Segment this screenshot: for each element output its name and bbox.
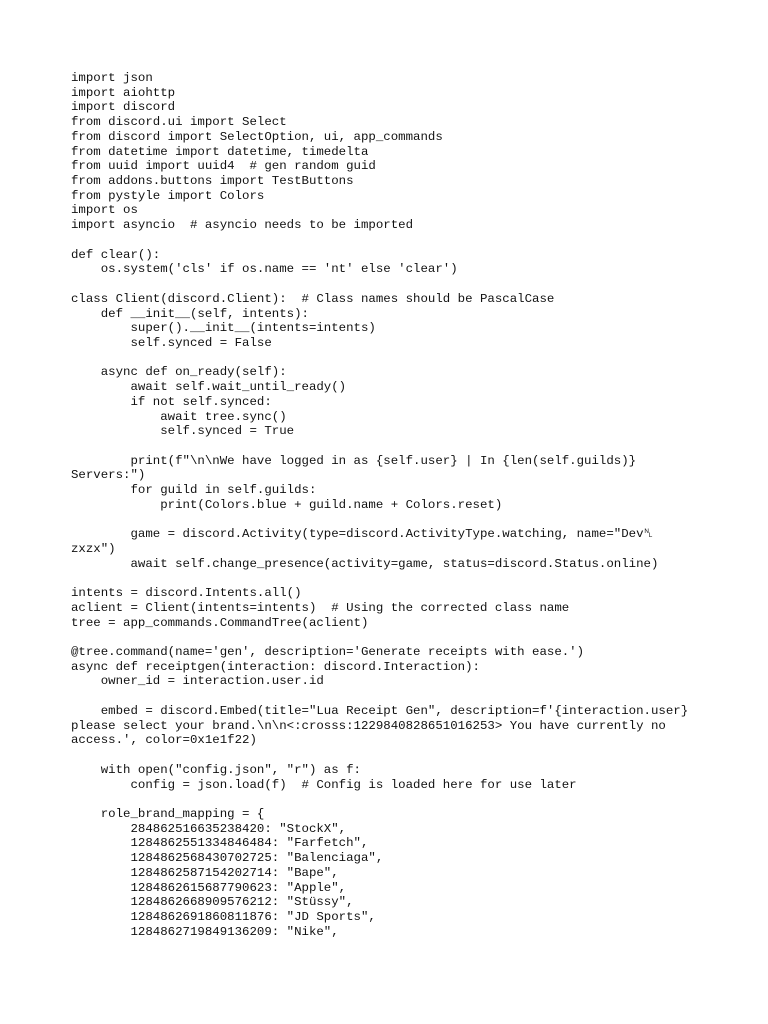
blank-line [71, 233, 751, 248]
code-line: import asyncio # asyncio needs to be imported [71, 218, 414, 233]
code-listing [71, 71, 751, 939]
code-line: game = discord.Activity(type=discord.ActivityType.watching, name="Dev␤ [71, 527, 654, 542]
code-line: print(Colors.blue + guild.name + Colors.reset) [71, 497, 503, 512]
code-line: @tree.command(name='gen', description='Generate receipts with ease.') [71, 645, 585, 660]
code-line: import aiohttp [71, 85, 176, 100]
code-line: async def receiptgen(interaction: discord.Interaction): [71, 659, 480, 674]
code-line: await self.wait_until_ready() [71, 380, 347, 395]
code-line: import json [71, 71, 153, 85]
blank-line [71, 571, 751, 586]
code-line: 1284862568430702725: "Balenciaga", [71, 851, 384, 866]
code-line: class Client(discord.Client): # Class names should be PascalCase [71, 291, 555, 306]
code-line: async def on_ready(self): [71, 365, 287, 380]
code-line: zxzx") [71, 542, 116, 556]
code-line: from datetime import datetime, timedelta [71, 144, 369, 159]
code-line: from discord.ui import Select [71, 115, 287, 130]
code-line: owner_id = interaction.user.id [71, 674, 324, 689]
code-line: 1284862551334846484: "Farfetch", [71, 836, 369, 851]
code-line: super().__init__(intents=intents) [71, 321, 376, 336]
blank-line [71, 351, 751, 366]
code-line: 1284862587154202714: "Bape", [71, 865, 339, 880]
code-line: 1284862668909576212: "Stüssy", [71, 895, 354, 910]
code-line: from addons.buttons import TestButtons [71, 174, 354, 189]
code-line: role_brand_mapping = { [71, 806, 265, 821]
code-line: def clear(): [71, 247, 161, 262]
code-line: os.system('cls' if os.name == 'nt' else 'clear') [71, 262, 458, 277]
code-line: from uuid import uuid4 # gen random guid [71, 159, 376, 174]
code-line: tree = app_commands.CommandTree(aclient) [71, 615, 369, 630]
code-line: self.synced = True [71, 424, 295, 439]
blank-line [71, 513, 751, 528]
code-line: please select your brand.\n\n<:crosss:1229840828651016253> You have currently no [71, 718, 666, 733]
blank-line [71, 792, 751, 807]
code-line: await self.change_presence(activity=game, status=discord.Status.online) [71, 556, 659, 571]
code-line: access.', color=0x1e1f22) [71, 733, 257, 748]
code-line: 1284862615687790623: "Apple", [71, 880, 347, 895]
code-line: 1284862719849136209: "Nike", [71, 924, 339, 939]
code-line: from pystyle import Colors [71, 188, 265, 203]
code-line: embed = discord.Embed(title="Lua Receipt Gen", description=f'{interaction.user} [71, 703, 689, 718]
code-line: config = json.load(f) # Config is loaded here for use later [71, 777, 577, 792]
blank-line [71, 439, 751, 454]
code-line: self.synced = False [71, 335, 272, 350]
blank-line [71, 277, 751, 292]
blank-line [71, 689, 751, 704]
code-line: if not self.synced: [71, 394, 272, 409]
code-line: 284862516635238420: "StockX", [71, 821, 347, 836]
code-line: Servers:") [71, 468, 146, 483]
code-line: 1284862691860811876: "JD Sports", [71, 909, 376, 924]
code-line: def __init__(self, intents): [71, 306, 309, 321]
blank-line [71, 630, 751, 645]
code-line: with open("config.json", "r") as f: [71, 762, 361, 777]
code-line: intents = discord.Intents.all() [71, 586, 302, 601]
code-line: print(f"\n\nWe have logged in as {self.user} | In {len(self.guilds)} [71, 453, 637, 468]
code-line: for guild in self.guilds: [71, 483, 317, 498]
code-line: await tree.sync() [71, 409, 287, 424]
code-line: aclient = Client(intents=intents) # Using the corrected class name [71, 600, 570, 615]
code-line: import discord [71, 100, 176, 115]
blank-line [71, 748, 751, 763]
code-line: import os [71, 203, 138, 218]
code-line: from discord import SelectOption, ui, app_commands [71, 129, 443, 144]
